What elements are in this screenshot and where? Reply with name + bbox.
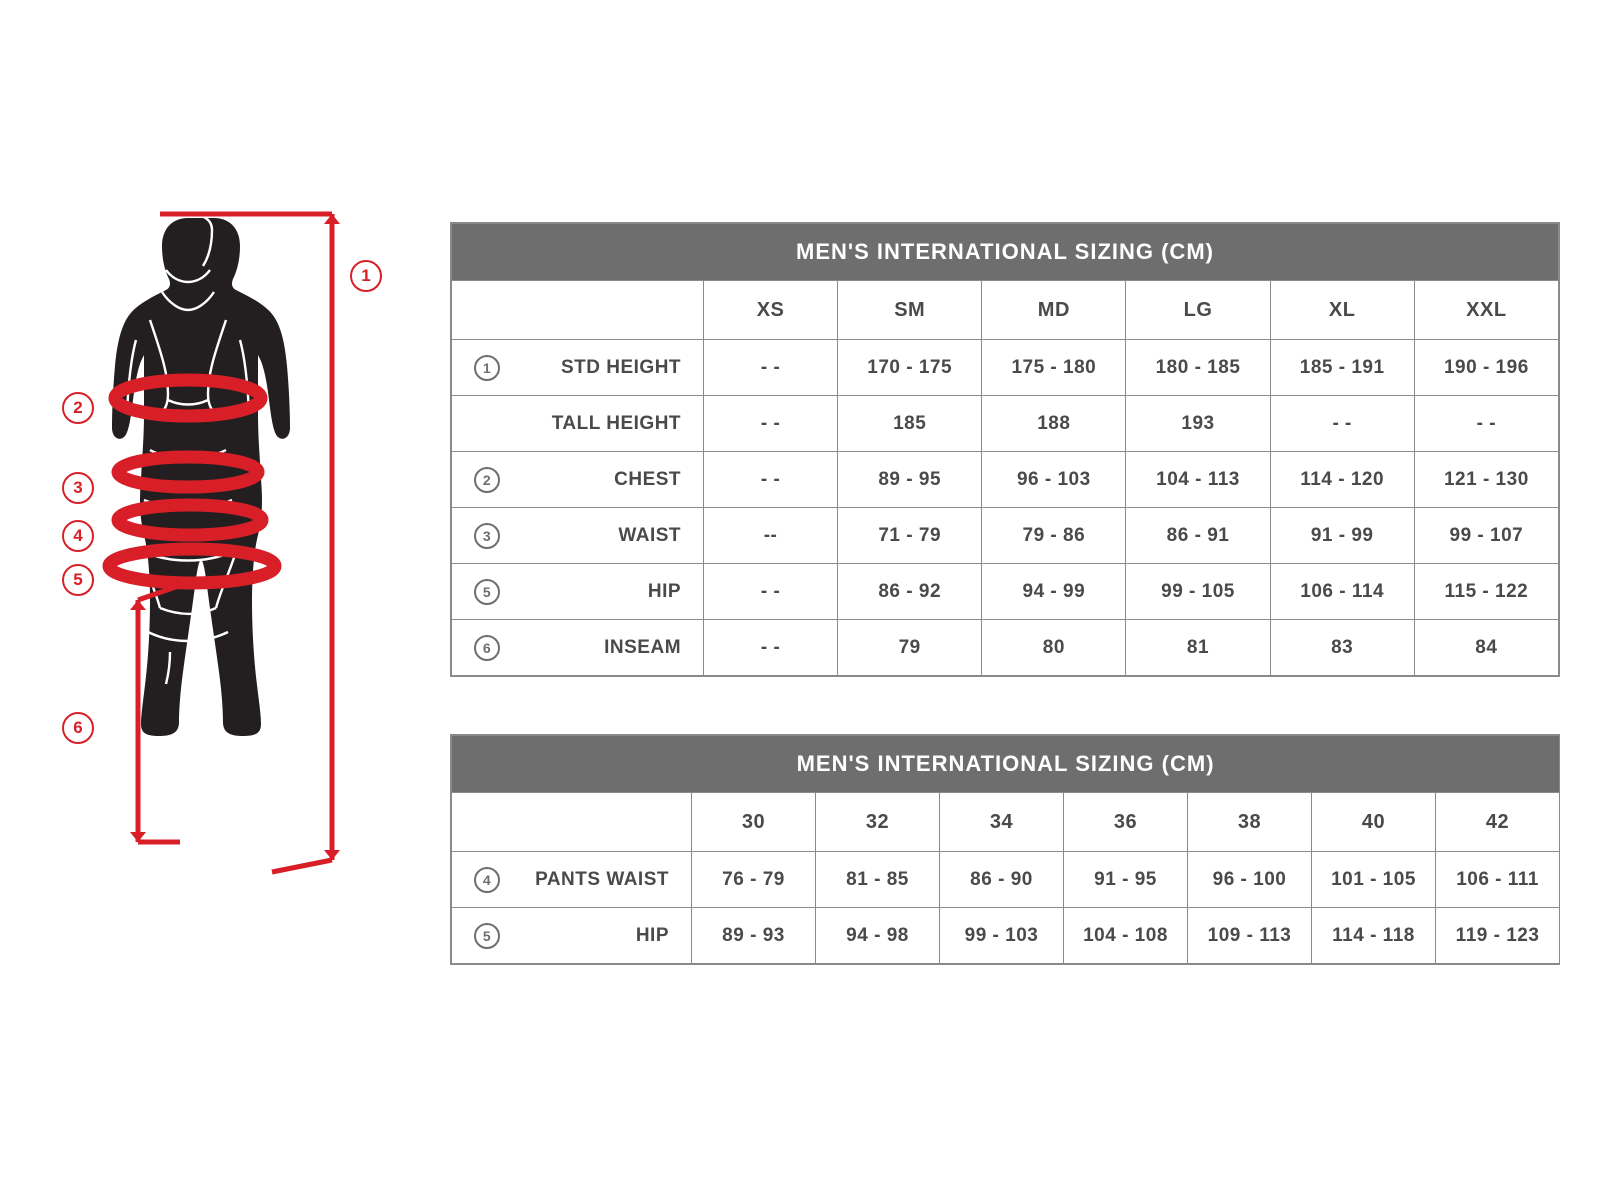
callout-5: 5	[62, 564, 94, 596]
table-row	[452, 908, 1560, 964]
cell: 94 - 99	[982, 564, 1126, 620]
table2-title-row	[452, 736, 1560, 793]
table1-col-xs: XS	[704, 281, 838, 340]
table1-col-lg: LG	[1126, 281, 1270, 340]
callout-4: 4	[62, 520, 94, 552]
table2-col-36: 36	[1064, 793, 1188, 852]
cell: 76 - 79	[692, 852, 816, 908]
cell: - -	[704, 620, 838, 676]
table1-col-blank	[452, 281, 704, 340]
cell: - -	[704, 564, 838, 620]
row-label-text: HIP	[647, 580, 682, 602]
table-row	[452, 620, 1559, 676]
row-label-std-height	[452, 340, 704, 396]
row-label-pants-waist	[452, 852, 692, 908]
cell: 99 - 103	[940, 908, 1064, 964]
cell: - -	[704, 396, 838, 452]
table1-col-md: MD	[982, 281, 1126, 340]
table2-col-40: 40	[1312, 793, 1436, 852]
table-row	[452, 452, 1559, 508]
measure-bands	[109, 380, 275, 583]
cell: 188	[982, 396, 1126, 452]
cell: 83	[1270, 620, 1414, 676]
row-label-chest	[452, 452, 704, 508]
callout-6: 6	[62, 712, 94, 744]
table1-col-sm: SM	[838, 281, 982, 340]
cell: 180 - 185	[1126, 340, 1270, 396]
table-row	[452, 508, 1559, 564]
cell: 86 - 92	[838, 564, 982, 620]
cell: 170 - 175	[838, 340, 982, 396]
row-badge-5: 5	[474, 923, 500, 949]
table1-header-row	[452, 281, 1559, 340]
cell: 94 - 98	[816, 908, 940, 964]
cell: 101 - 105	[1312, 852, 1436, 908]
callout-3: 3	[62, 472, 94, 504]
cell: 84	[1414, 620, 1558, 676]
table2-col-blank	[452, 793, 692, 852]
sizing-table-1	[451, 223, 1559, 676]
table-row	[452, 396, 1559, 452]
row-label-waist	[452, 508, 704, 564]
callout-2: 2	[62, 392, 94, 424]
cell: 106 - 114	[1270, 564, 1414, 620]
row-badge-3: 3	[474, 523, 500, 549]
row-badge-1: 1	[474, 355, 500, 381]
table2-col-32: 32	[816, 793, 940, 852]
row-badge-5: 5	[474, 579, 500, 605]
cell: 119 - 123	[1436, 908, 1560, 964]
cell: - -	[704, 340, 838, 396]
cell: - -	[1414, 396, 1558, 452]
cell: 99 - 107	[1414, 508, 1558, 564]
table-row	[452, 564, 1559, 620]
cell: 193	[1126, 396, 1270, 452]
cell: 89 - 93	[692, 908, 816, 964]
row-label-text: PANTS WAIST	[535, 868, 669, 890]
cell: 79	[838, 620, 982, 676]
cell: 109 - 113	[1188, 908, 1312, 964]
row-label-inseam	[452, 620, 704, 676]
cell: --	[704, 508, 838, 564]
cell: 96 - 103	[982, 452, 1126, 508]
row-label-text: INSEAM	[604, 636, 682, 658]
table2-col-38: 38	[1188, 793, 1312, 852]
row-badge-6: 6	[474, 635, 500, 661]
row-label-text: HIP	[635, 924, 669, 946]
cell: 106 - 111	[1436, 852, 1560, 908]
cell: - -	[1270, 396, 1414, 452]
cell: 185 - 191	[1270, 340, 1414, 396]
cell: 99 - 105	[1126, 564, 1270, 620]
table1-col-xl: XL	[1270, 281, 1414, 340]
cell: 91 - 99	[1270, 508, 1414, 564]
cell: 89 - 95	[838, 452, 982, 508]
cell: 91 - 95	[1064, 852, 1188, 908]
row-badge-none	[474, 411, 500, 437]
row-label-text: WAIST	[618, 524, 682, 546]
row-label-tall-height	[452, 396, 704, 452]
table-row	[452, 340, 1559, 396]
mens-sizing-table-primary	[450, 222, 1560, 677]
callout-1: 1	[350, 260, 382, 292]
cell: 104 - 108	[1064, 908, 1188, 964]
cell: 114 - 120	[1270, 452, 1414, 508]
table1-title: MEN'S INTERNATIONAL SIZING (CM)	[452, 224, 1559, 281]
table2-header-row	[452, 793, 1560, 852]
row-badge-2: 2	[474, 467, 500, 493]
table2-col-34: 34	[940, 793, 1064, 852]
cell: 71 - 79	[838, 508, 982, 564]
table1-title-row	[452, 224, 1559, 281]
cell: 175 - 180	[982, 340, 1126, 396]
row-label-text: CHEST	[614, 468, 682, 490]
cell: 81 - 85	[816, 852, 940, 908]
cell: 121 - 130	[1414, 452, 1558, 508]
table1-col-xxl: XXL	[1414, 281, 1558, 340]
cell: 115 - 122	[1414, 564, 1558, 620]
cell: 81	[1126, 620, 1270, 676]
measurement-figure	[40, 200, 430, 940]
row-label-text: STD HEIGHT	[560, 356, 682, 378]
mens-sizing-table-pants	[450, 734, 1560, 965]
row-label-hip-pants	[452, 908, 692, 964]
table-row	[452, 852, 1560, 908]
cell: 104 - 113	[1126, 452, 1270, 508]
cell: 79 - 86	[982, 508, 1126, 564]
table2-col-42: 42	[1436, 793, 1560, 852]
cell: 185	[838, 396, 982, 452]
cell: 86 - 91	[1126, 508, 1270, 564]
cell: - -	[704, 452, 838, 508]
cell: 96 - 100	[1188, 852, 1312, 908]
sizing-table-2	[451, 735, 1560, 964]
cell: 190 - 196	[1414, 340, 1558, 396]
body-silhouette-svg	[40, 200, 430, 940]
cell: 80	[982, 620, 1126, 676]
cell: 86 - 90	[940, 852, 1064, 908]
row-label-text: TALL HEIGHT	[551, 412, 682, 434]
row-label-hip	[452, 564, 704, 620]
cell: 114 - 118	[1312, 908, 1436, 964]
table2-title: MEN'S INTERNATIONAL SIZING (CM)	[452, 736, 1560, 793]
row-badge-4: 4	[474, 867, 500, 893]
table2-col-30: 30	[692, 793, 816, 852]
